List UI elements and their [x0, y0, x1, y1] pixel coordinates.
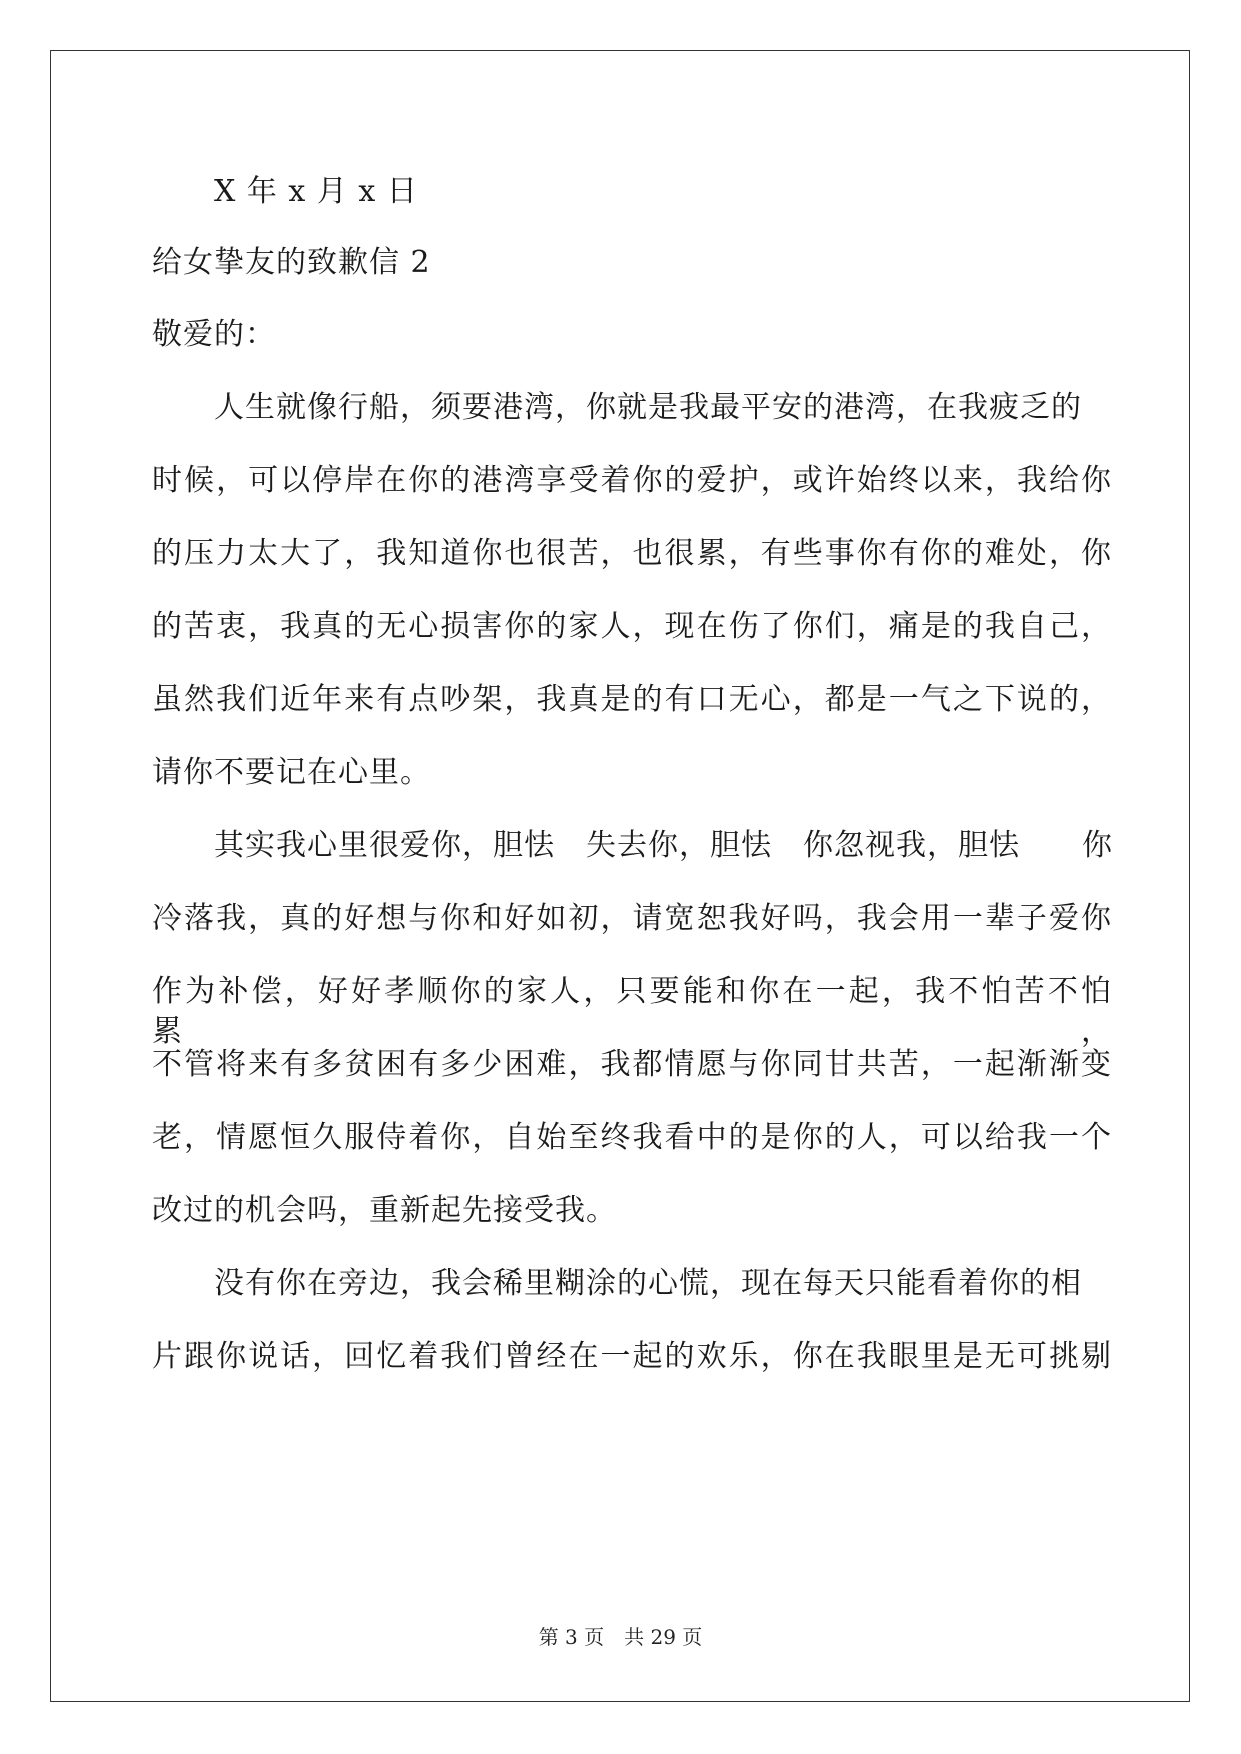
page-number-footer: 第 3 页 共 29 页: [538, 1625, 703, 1649]
salutation: 敬爱的：: [152, 317, 276, 352]
paragraph-2-line-6: 改过的机会吗，重新起先接受我。: [152, 1193, 617, 1228]
paragraph-2-line-4: 不管将来有多贫困有多少困难，我都情愿与你同甘共苦，一起渐渐变: [152, 1047, 1112, 1082]
paragraph-2-line-1: 其实我心里很爱你，胆怯 失去你，胆怯 你忽视我，胆怯 你: [214, 828, 1113, 863]
paragraph-3-line-1: 没有你在旁边，我会稀里糊涂的心慌，现在每天只能看着你的相: [214, 1266, 1082, 1301]
paragraph-1-line-4: 的苦衷，我真的无心损害你的家人，现在伤了你们，痛是的我自己，: [152, 609, 1112, 644]
paragraph-3-line-2: 片跟你说话，回忆着我们曾经在一起的欢乐，你在我眼里是无可挑剔: [152, 1339, 1112, 1374]
date-line: X 年 x 月 x 日: [214, 174, 418, 209]
page-frame: [50, 50, 1190, 1702]
letter-title: 给女挚友的致歉信 2: [152, 245, 431, 280]
paragraph-1-line-3: 的压力太大了，我知道你也很苦，也很累，有些事你有你的难处，你: [152, 536, 1112, 571]
paragraph-1-line-5: 虽然我们近年来有点吵架，我真是的有口无心，都是一气之下说的，: [152, 682, 1112, 717]
paragraph-2-line-3: 作为补偿，好好孝顺你的家人，只要能和你在一起，我不怕苦不怕累，: [152, 974, 1112, 1049]
paragraph-1-line-1: 人生就像行船，须要港湾，你就是我最平安的港湾，在我疲乏的: [214, 390, 1082, 425]
paragraph-2-line-2: 冷落我，真的好想与你和好如初，请宽恕我好吗，我会用一辈子爱你: [152, 901, 1112, 936]
paragraph-2-line-5: 老，情愿恒久服侍着你，自始至终我看中的是你的人，可以给我一个: [152, 1120, 1112, 1155]
paragraph-1-line-2: 时候，可以停岸在你的港湾享受着你的爱护，或许始终以来，我给你: [152, 463, 1112, 498]
paragraph-1-line-6: 请你不要记在心里。: [152, 755, 431, 790]
